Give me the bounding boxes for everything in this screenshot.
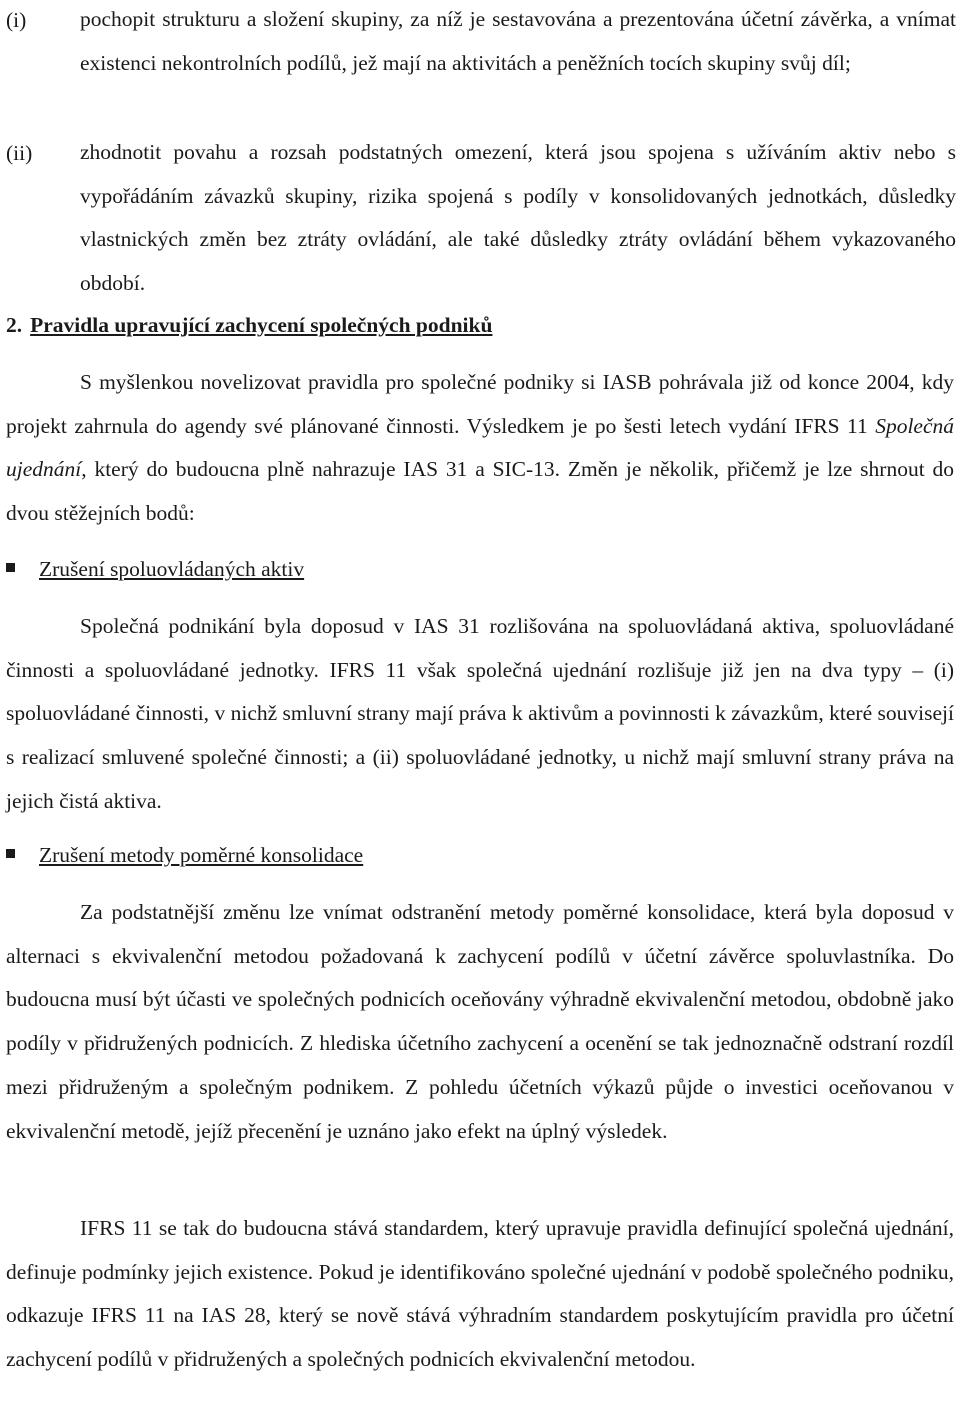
paragraph: Společná podnikání byla doposud v IAS 31 rozlišována na spoluovládaná aktiva, spoluovládané činnosti a spoluovládané jednotky. IFRS 11 však společná ujednání rozlišuje již jen na dva typy – (i) spoluovládané činnosti, v nichž smluvní strany mají práva k aktivům a povinnosti k závazkům, které souvisejí s realizací smluvené společné činnosti; a (ii) spoluovládané jednotky, u nichž mají smluvní strany práva na jejich čistá aktiva. (6, 614, 954, 813)
list-item (6, 8, 956, 85)
list-item (6, 141, 956, 305)
bullet-item (6, 557, 304, 582)
list-marker: (i) (6, 8, 27, 32)
section-number: 2. (6, 313, 23, 337)
bullet-title: Zrušení metody poměrné konsolidace (39, 843, 364, 867)
paragraph: Za podstatnější změnu lze vnímat odstranění metody poměrné konsolidace, která byla doposud v alternaci s ekvivalenční metodou požadovaná k zachycení podílů v účetní závěrce spoluvlastníka. Do budoucna musí být účasti ve společných podnicích oceňovány výhradně ekvivalenční metodou, obdobně jako podíly v přidružených podnicích. Z hlediska účetního zachycení a ocenění se tak jednoznačně odstraní rozdíl mezi přidruženým a společným podnikem. Z pohledu účetních výkazů půjde o investici oceňovanou v ekvivalenční metodě, jejíž přecenění je uznáno jako efekt na úplný výsledek. (6, 900, 954, 1143)
paragraph (6, 361, 954, 536)
bullet-item (6, 843, 363, 868)
section-title: Pravidla upravující zachycení společných podniků (30, 313, 493, 337)
list-item-text: zhodnotit povahu a rozsah podstatných omezení, která jsou spojena s užíváním aktiv nebo s vypořádáním závazků skupiny, rizika spojená s podíly v konsolidovaných jednotkách, důsledky vlastnických změn bez ztráty ovládání, ale také důsledky ztráty ovládání během vykazovaného období. (80, 140, 956, 295)
paragraph-text: , který do budoucna plně nahrazuje IAS 31 a SIC-13. Změn je několik, přičemž je lze shrnout do dvou stěžejních bodů: (6, 457, 954, 526)
list-marker: (ii) (6, 141, 33, 165)
standard-title: Společná ujednání (6, 413, 954, 482)
list-item-text: pochopit strukturu a složení skupiny, za níž je sestavována a prezentována účetní závěrka, a vnímat existenci nekontrolních podílů, jež mají na aktivitách a peněžních tocích skupiny svůj díl; (80, 7, 956, 75)
bullet-square-icon (6, 563, 15, 572)
section-heading (6, 313, 492, 338)
paragraph: IFRS 11 se tak do budoucna stává standardem, který upravuje pravidla definující společná ujednání, definuje podmínky jejich existence. Pokud je identifikováno společné ujednání v podobě společného podniku, odkazuje IFRS 11 na IAS 28, který se nově stává výhradním standardem poskytujícím pravidla pro účetní zachycení podílů v přidružených a společných podnicích ekvivalenční metodou. (6, 1216, 954, 1372)
bullet-square-icon (6, 849, 15, 858)
bullet-title: Zrušení spoluovládaných aktiv (39, 557, 305, 581)
paragraph-text: S myšlenkou novelizovat pravidla pro společné podniky si IASB pohrávala již od konce 2004, kdy projekt zahrnula do agendy své plánované činnosti. Výsledkem je po šesti letech vydání IFRS 11 (6, 370, 954, 438)
